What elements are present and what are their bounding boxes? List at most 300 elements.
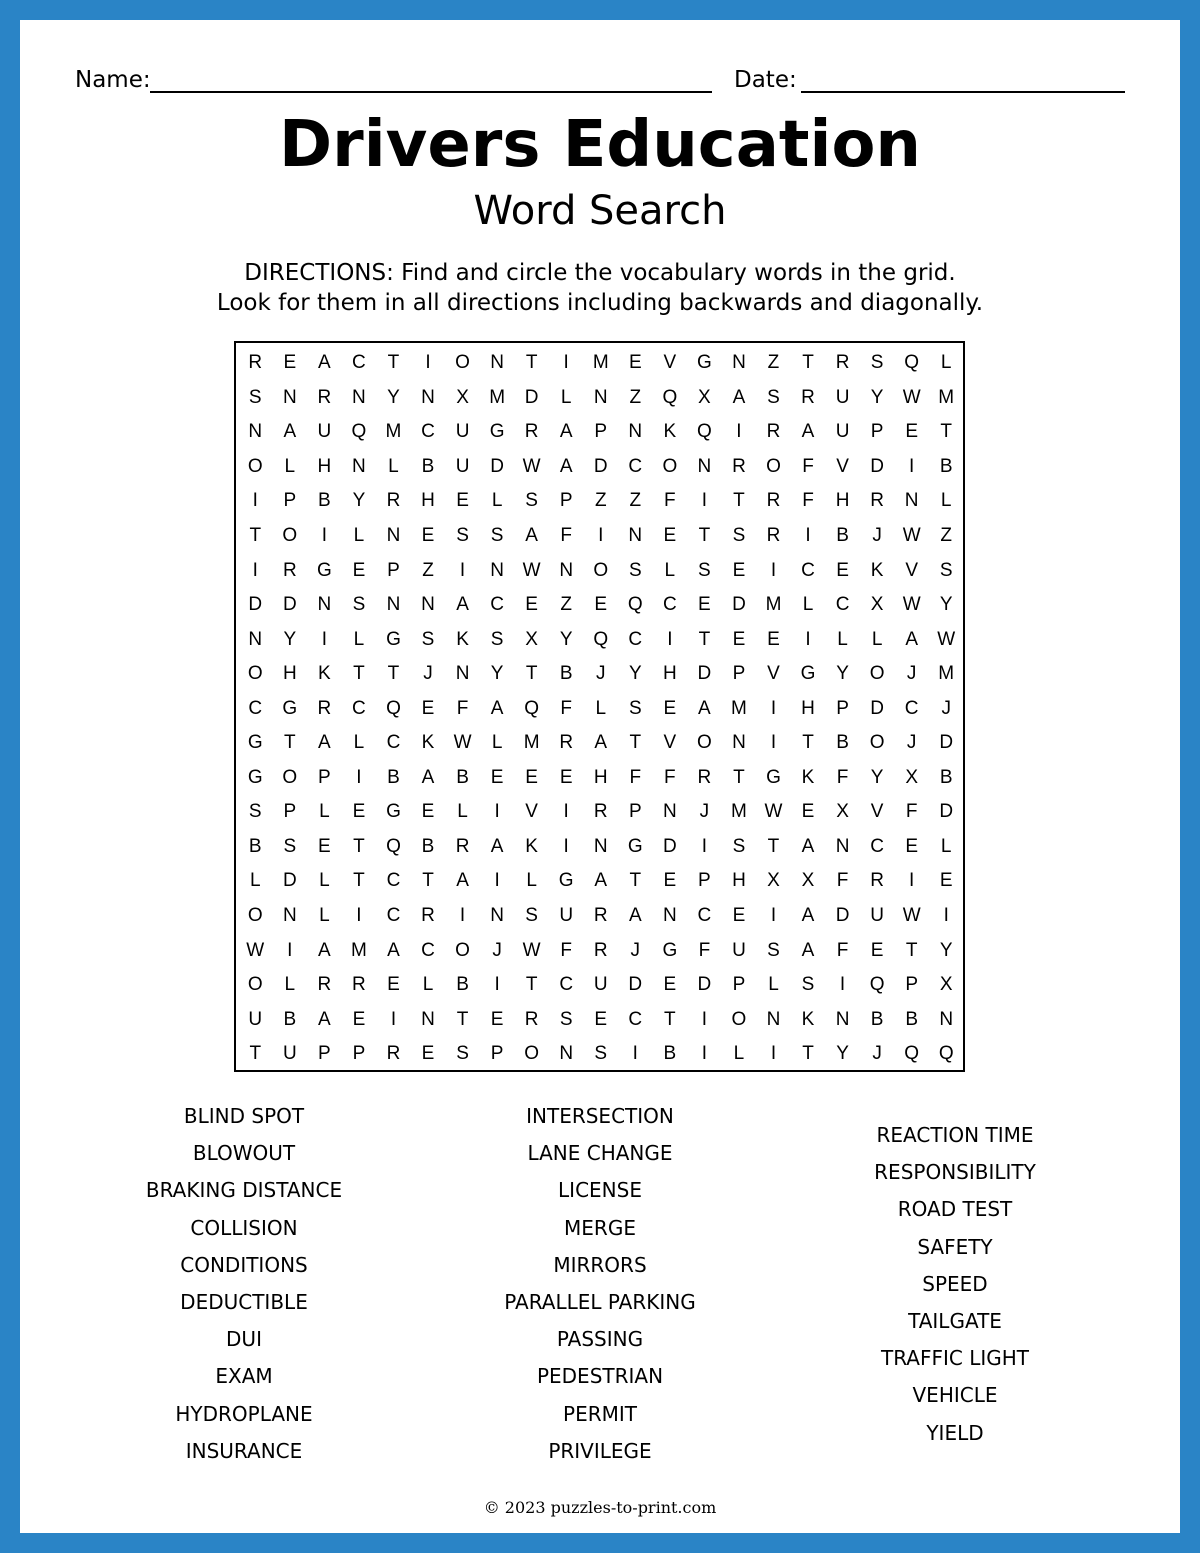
grid-letter[interactable]: T bbox=[249, 1043, 262, 1065]
grid-letter[interactable]: X bbox=[801, 870, 815, 892]
grid-letter[interactable]: E bbox=[318, 835, 331, 857]
grid-letter[interactable]: Y bbox=[870, 386, 884, 408]
grid-letter[interactable]: P bbox=[387, 559, 400, 581]
grid-letter[interactable]: N bbox=[835, 1008, 850, 1030]
grid-letter[interactable]: O bbox=[869, 732, 885, 754]
grid-letter[interactable]: Q bbox=[904, 352, 920, 374]
grid-letter[interactable]: N bbox=[697, 455, 712, 477]
grid-letter[interactable]: A bbox=[318, 939, 331, 961]
grid-letter[interactable]: K bbox=[421, 732, 435, 754]
grid-letter[interactable]: B bbox=[559, 663, 573, 685]
grid-letter[interactable]: X bbox=[870, 594, 884, 616]
grid-letter[interactable]: G bbox=[282, 697, 298, 719]
grid-letter[interactable]: N bbox=[732, 732, 746, 754]
grid-letter[interactable]: S bbox=[525, 490, 538, 512]
grid-letter[interactable]: N bbox=[421, 594, 435, 616]
grid-letter[interactable]: T bbox=[387, 663, 400, 685]
grid-letter[interactable]: B bbox=[456, 766, 469, 788]
grid-letter[interactable]: V bbox=[836, 455, 849, 477]
grid-letter[interactable]: E bbox=[732, 559, 746, 581]
grid-letter[interactable]: F bbox=[560, 939, 572, 961]
grid-letter[interactable]: X bbox=[905, 766, 918, 788]
grid-letter[interactable]: D bbox=[870, 697, 884, 719]
grid-letter[interactable]: I bbox=[356, 766, 362, 788]
grid-letter[interactable]: R bbox=[386, 490, 401, 512]
grid-letter[interactable]: P bbox=[283, 801, 297, 823]
grid-letter[interactable]: D bbox=[939, 732, 954, 754]
grid-letter[interactable]: A bbox=[318, 732, 331, 754]
grid-letter[interactable]: S bbox=[248, 386, 262, 408]
grid-letter[interactable]: D bbox=[282, 594, 297, 616]
grid-letter[interactable]: T bbox=[905, 939, 918, 961]
grid-letter[interactable]: S bbox=[870, 352, 884, 374]
grid-letter[interactable]: F bbox=[664, 766, 676, 788]
grid-letter[interactable]: I bbox=[390, 1008, 397, 1030]
grid-letter[interactable]: Y bbox=[870, 766, 884, 788]
grid-letter[interactable]: E bbox=[421, 1043, 435, 1065]
grid-letter[interactable]: H bbox=[732, 870, 746, 892]
grid-letter[interactable]: E bbox=[490, 766, 504, 788]
grid-letter[interactable]: E bbox=[663, 697, 677, 719]
grid-letter[interactable]: R bbox=[593, 939, 608, 961]
grid-letter[interactable]: S bbox=[594, 1043, 608, 1065]
grid-letter[interactable]: S bbox=[456, 525, 469, 546]
grid-letter[interactable]: I bbox=[459, 559, 466, 581]
grid-letter[interactable]: A bbox=[283, 421, 297, 443]
grid-letter[interactable]: P bbox=[559, 490, 573, 512]
grid-letter[interactable]: E bbox=[939, 870, 953, 892]
grid-letter[interactable]: C bbox=[801, 559, 815, 581]
grid-letter[interactable]: L bbox=[353, 732, 365, 754]
grid-letter[interactable]: R bbox=[593, 801, 608, 823]
grid-letter[interactable]: Y bbox=[939, 594, 953, 616]
grid-letter[interactable]: X bbox=[939, 974, 953, 996]
grid-letter[interactable]: A bbox=[490, 697, 504, 719]
grid-letter[interactable]: I bbox=[701, 490, 708, 512]
grid-letter[interactable]: T bbox=[249, 525, 262, 546]
grid-letter[interactable]: R bbox=[524, 421, 539, 443]
grid-letter[interactable]: E bbox=[559, 766, 573, 788]
grid-letter[interactable]: N bbox=[662, 801, 677, 823]
grid-letter[interactable]: T bbox=[733, 766, 745, 788]
grid-letter[interactable]: M bbox=[592, 352, 609, 374]
grid-letter[interactable]: K bbox=[525, 835, 538, 857]
name-line[interactable] bbox=[150, 91, 712, 93]
grid-letter[interactable]: U bbox=[593, 974, 608, 996]
grid-letter[interactable]: P bbox=[870, 421, 884, 443]
grid-letter[interactable]: L bbox=[940, 490, 952, 512]
grid-letter[interactable]: I bbox=[598, 525, 604, 546]
grid-letter[interactable]: L bbox=[249, 870, 261, 892]
grid-letter[interactable]: J bbox=[492, 939, 502, 961]
grid-letter[interactable]: P bbox=[905, 974, 918, 996]
grid-letter[interactable]: J bbox=[906, 732, 917, 754]
grid-letter[interactable]: C bbox=[870, 835, 884, 857]
grid-letter[interactable]: T bbox=[525, 352, 538, 374]
grid-letter[interactable]: F bbox=[802, 455, 814, 477]
grid-letter[interactable]: R bbox=[248, 352, 263, 374]
grid-letter[interactable]: D bbox=[870, 455, 884, 477]
grid-letter[interactable]: F bbox=[664, 490, 676, 512]
grid-letter[interactable]: N bbox=[248, 421, 263, 443]
grid-letter[interactable]: E bbox=[352, 801, 366, 823]
grid-letter[interactable]: C bbox=[248, 697, 263, 719]
grid-letter[interactable]: A bbox=[732, 386, 746, 408]
grid-letter[interactable]: X bbox=[456, 386, 469, 408]
grid-letter[interactable]: L bbox=[422, 974, 434, 996]
grid-letter[interactable]: N bbox=[317, 594, 332, 616]
grid-letter[interactable]: E bbox=[490, 1008, 504, 1030]
grid-letter[interactable]: L bbox=[940, 352, 952, 374]
grid-letter[interactable]: G bbox=[489, 421, 505, 443]
grid-letter[interactable]: L bbox=[768, 974, 779, 996]
grid-letter[interactable]: N bbox=[835, 835, 850, 857]
grid-letter[interactable]: Q bbox=[627, 594, 643, 616]
grid-letter[interactable]: C bbox=[490, 594, 504, 616]
grid-letter[interactable]: S bbox=[767, 386, 780, 408]
grid-letter[interactable]: A bbox=[801, 835, 815, 857]
grid-letter[interactable]: U bbox=[559, 905, 574, 927]
grid-letter[interactable]: B bbox=[456, 974, 469, 996]
grid-letter[interactable]: O bbox=[731, 1008, 747, 1030]
grid-letter[interactable]: G bbox=[247, 766, 263, 788]
grid-letter[interactable]: R bbox=[766, 421, 781, 443]
grid-letter[interactable]: H bbox=[282, 663, 297, 685]
grid-letter[interactable]: L bbox=[319, 870, 330, 892]
grid-letter[interactable]: K bbox=[456, 628, 469, 650]
grid-letter[interactable]: A bbox=[801, 421, 815, 443]
grid-letter[interactable]: V bbox=[663, 352, 677, 374]
grid-letter[interactable]: O bbox=[662, 455, 678, 477]
grid-letter[interactable]: W bbox=[902, 525, 921, 546]
grid-letter[interactable]: W bbox=[246, 939, 265, 961]
grid-letter[interactable]: D bbox=[490, 455, 504, 477]
grid-letter[interactable]: V bbox=[870, 801, 884, 823]
grid-letter[interactable]: F bbox=[456, 697, 469, 719]
grid-letter[interactable]: U bbox=[835, 421, 850, 443]
grid-letter[interactable]: K bbox=[801, 766, 815, 788]
grid-letter[interactable]: D bbox=[939, 801, 954, 823]
grid-letter[interactable]: I bbox=[943, 905, 949, 927]
grid-letter[interactable]: R bbox=[559, 732, 574, 754]
grid-letter[interactable]: F bbox=[836, 939, 849, 961]
grid-letter[interactable]: X bbox=[836, 801, 849, 823]
grid-letter[interactable]: A bbox=[456, 594, 469, 616]
grid-letter[interactable]: Y bbox=[387, 386, 400, 408]
grid-letter[interactable]: M bbox=[489, 386, 506, 408]
grid-letter[interactable]: X bbox=[698, 386, 711, 408]
grid-letter[interactable]: N bbox=[386, 525, 401, 546]
grid-letter[interactable]: L bbox=[284, 974, 296, 996]
grid-letter[interactable]: B bbox=[905, 1008, 918, 1030]
grid-letter[interactable]: L bbox=[284, 455, 296, 477]
grid-letter[interactable]: A bbox=[318, 1008, 331, 1030]
grid-letter[interactable]: B bbox=[248, 835, 262, 857]
grid-letter[interactable]: C bbox=[628, 1008, 643, 1030]
grid-letter[interactable]: R bbox=[386, 1043, 401, 1065]
grid-letter[interactable]: E bbox=[352, 559, 366, 581]
grid-letter[interactable]: S bbox=[525, 905, 538, 927]
grid-letter[interactable]: B bbox=[836, 732, 849, 754]
grid-letter[interactable]: S bbox=[559, 1008, 573, 1030]
grid-letter[interactable]: L bbox=[388, 455, 399, 477]
grid-letter[interactable]: S bbox=[939, 559, 953, 581]
grid-letter[interactable]: M bbox=[523, 732, 540, 754]
grid-letter[interactable]: F bbox=[698, 939, 711, 961]
grid-letter[interactable]: S bbox=[732, 525, 746, 546]
grid-letter[interactable]: B bbox=[663, 1043, 677, 1065]
grid-letter[interactable]: S bbox=[698, 559, 711, 581]
grid-letter[interactable]: I bbox=[287, 939, 293, 961]
grid-letter[interactable]: A bbox=[421, 766, 435, 788]
grid-letter[interactable]: Z bbox=[940, 525, 953, 546]
grid-letter[interactable]: L bbox=[526, 870, 537, 892]
grid-letter[interactable]: M bbox=[938, 663, 955, 685]
grid-letter[interactable]: L bbox=[319, 801, 330, 823]
grid-letter[interactable]: L bbox=[353, 628, 365, 650]
grid-letter[interactable]: B bbox=[387, 766, 400, 788]
grid-letter[interactable]: A bbox=[594, 732, 608, 754]
grid-letter[interactable]: B bbox=[939, 766, 953, 788]
grid-letter[interactable]: S bbox=[421, 628, 435, 650]
grid-letter[interactable]: I bbox=[770, 905, 777, 927]
grid-letter[interactable]: A bbox=[525, 525, 538, 546]
grid-letter[interactable]: O bbox=[766, 455, 781, 477]
grid-letter[interactable]: I bbox=[701, 835, 708, 857]
grid-letter[interactable]: G bbox=[627, 835, 643, 857]
grid-letter[interactable]: N bbox=[766, 1008, 781, 1030]
grid-letter[interactable]: D bbox=[248, 594, 263, 616]
grid-letter[interactable]: P bbox=[594, 421, 608, 443]
grid-letter[interactable]: Z bbox=[767, 352, 780, 374]
grid-letter[interactable]: S bbox=[490, 525, 504, 546]
grid-letter[interactable]: T bbox=[387, 352, 400, 374]
grid-letter[interactable]: D bbox=[662, 835, 677, 857]
grid-letter[interactable]: M bbox=[351, 939, 367, 961]
grid-letter[interactable]: B bbox=[836, 525, 849, 546]
grid-letter[interactable]: T bbox=[940, 421, 953, 443]
grid-letter[interactable]: A bbox=[698, 697, 711, 719]
grid-letter[interactable]: G bbox=[696, 352, 712, 374]
grid-letter[interactable]: R bbox=[282, 559, 297, 581]
grid-letter[interactable]: C bbox=[835, 594, 850, 616]
grid-letter[interactable]: Z bbox=[422, 559, 434, 581]
grid-letter[interactable]: S bbox=[628, 697, 642, 719]
grid-letter[interactable]: T bbox=[422, 870, 434, 892]
grid-letter[interactable]: C bbox=[352, 352, 366, 374]
grid-letter[interactable]: P bbox=[490, 1043, 504, 1065]
grid-letter[interactable]: I bbox=[459, 905, 466, 927]
grid-letter[interactable]: K bbox=[318, 663, 331, 685]
grid-letter[interactable]: N bbox=[662, 905, 677, 927]
grid-letter[interactable]: R bbox=[870, 870, 884, 892]
grid-letter[interactable]: J bbox=[595, 663, 606, 685]
grid-letter[interactable]: U bbox=[870, 905, 884, 927]
grid-letter[interactable]: B bbox=[421, 835, 435, 857]
grid-letter[interactable]: E bbox=[767, 628, 780, 650]
grid-letter[interactable]: N bbox=[490, 352, 504, 374]
grid-letter[interactable]: S bbox=[352, 594, 366, 616]
grid-letter[interactable]: R bbox=[593, 905, 608, 927]
grid-letter[interactable]: A bbox=[559, 421, 573, 443]
grid-letter[interactable]: Y bbox=[836, 663, 849, 685]
grid-letter[interactable]: L bbox=[940, 835, 952, 857]
grid-letter[interactable]: A bbox=[318, 352, 331, 374]
grid-letter[interactable]: I bbox=[805, 628, 811, 650]
grid-letter[interactable]: K bbox=[870, 559, 884, 581]
grid-letter[interactable]: I bbox=[839, 974, 846, 996]
grid-letter[interactable]: N bbox=[628, 525, 643, 546]
grid-letter[interactable]: S bbox=[456, 1043, 469, 1065]
grid-letter[interactable]: A bbox=[801, 939, 815, 961]
grid-letter[interactable]: S bbox=[767, 939, 780, 961]
grid-letter[interactable]: T bbox=[525, 974, 538, 996]
grid-letter[interactable]: C bbox=[421, 939, 435, 961]
grid-letter[interactable]: Q bbox=[696, 421, 712, 443]
grid-letter[interactable]: P bbox=[732, 663, 746, 685]
grid-letter[interactable]: N bbox=[559, 559, 574, 581]
grid-letter[interactable]: I bbox=[770, 732, 777, 754]
grid-letter[interactable]: Q bbox=[938, 1043, 954, 1065]
grid-letter[interactable]: O bbox=[282, 525, 298, 546]
grid-letter[interactable]: S bbox=[732, 835, 746, 857]
grid-letter[interactable]: W bbox=[764, 801, 783, 823]
grid-letter[interactable]: H bbox=[593, 766, 608, 788]
grid-letter[interactable]: I bbox=[252, 559, 258, 581]
grid-letter[interactable]: W bbox=[522, 455, 541, 477]
grid-letter[interactable]: N bbox=[559, 1043, 574, 1065]
grid-letter[interactable]: I bbox=[805, 525, 811, 546]
grid-letter[interactable]: O bbox=[247, 974, 263, 996]
grid-letter[interactable]: L bbox=[491, 732, 503, 754]
grid-letter[interactable]: R bbox=[766, 525, 781, 546]
grid-letter[interactable]: I bbox=[909, 870, 915, 892]
grid-letter[interactable]: I bbox=[563, 801, 569, 823]
grid-letter[interactable]: R bbox=[697, 766, 712, 788]
grid-letter[interactable]: J bbox=[699, 801, 710, 823]
grid-letter[interactable]: T bbox=[629, 732, 642, 754]
grid-letter[interactable]: U bbox=[282, 1043, 297, 1065]
grid-letter[interactable]: V bbox=[767, 663, 780, 685]
grid-letter[interactable]: E bbox=[732, 628, 746, 650]
grid-letter[interactable]: N bbox=[628, 421, 643, 443]
grid-letter[interactable]: N bbox=[904, 490, 919, 512]
grid-letter[interactable]: I bbox=[770, 559, 777, 581]
grid-letter[interactable]: W bbox=[902, 386, 921, 408]
grid-letter[interactable]: Q bbox=[386, 835, 401, 857]
grid-letter[interactable]: B bbox=[870, 1008, 884, 1030]
grid-letter[interactable]: G bbox=[800, 663, 816, 685]
grid-letter[interactable]: J bbox=[872, 1043, 882, 1065]
grid-letter[interactable]: H bbox=[801, 697, 815, 719]
grid-letter[interactable]: T bbox=[767, 835, 780, 857]
grid-letter[interactable]: I bbox=[701, 1008, 708, 1030]
grid-letter[interactable]: E bbox=[836, 559, 849, 581]
grid-letter[interactable]: N bbox=[421, 386, 435, 408]
grid-letter[interactable]: I bbox=[770, 1043, 777, 1065]
grid-letter[interactable]: H bbox=[662, 663, 677, 685]
grid-letter[interactable]: M bbox=[731, 697, 747, 719]
grid-letter[interactable]: J bbox=[630, 939, 641, 961]
grid-letter[interactable]: U bbox=[455, 421, 470, 443]
grid-letter[interactable]: Y bbox=[283, 628, 297, 650]
grid-letter[interactable]: J bbox=[872, 525, 882, 546]
grid-letter[interactable]: N bbox=[939, 1008, 954, 1030]
grid-letter[interactable]: K bbox=[801, 1008, 815, 1030]
grid-letter[interactable]: R bbox=[524, 1008, 539, 1030]
grid-letter[interactable]: L bbox=[457, 801, 468, 823]
grid-letter[interactable]: Y bbox=[939, 939, 953, 961]
grid-letter[interactable]: E bbox=[352, 1008, 366, 1030]
grid-letter[interactable]: R bbox=[732, 455, 746, 477]
grid-letter[interactable]: E bbox=[525, 594, 538, 616]
grid-letter[interactable]: R bbox=[870, 490, 884, 512]
grid-letter[interactable]: U bbox=[835, 386, 850, 408]
grid-letter[interactable]: E bbox=[628, 352, 642, 374]
grid-letter[interactable]: G bbox=[558, 870, 574, 892]
grid-letter[interactable]: F bbox=[629, 766, 642, 788]
grid-letter[interactable]: O bbox=[455, 352, 470, 374]
grid-letter[interactable]: N bbox=[248, 628, 263, 650]
grid-letter[interactable]: I bbox=[563, 352, 569, 374]
grid-letter[interactable]: I bbox=[425, 352, 431, 374]
grid-letter[interactable]: H bbox=[317, 455, 332, 477]
grid-letter[interactable]: D bbox=[732, 594, 746, 616]
grid-letter[interactable]: R bbox=[801, 386, 815, 408]
grid-letter[interactable]: V bbox=[663, 732, 677, 754]
grid-letter[interactable]: O bbox=[282, 766, 298, 788]
grid-letter[interactable]: M bbox=[731, 801, 747, 823]
grid-letter[interactable]: Q bbox=[386, 697, 401, 719]
grid-letter[interactable]: E bbox=[698, 594, 711, 616]
grid-letter[interactable]: S bbox=[490, 628, 504, 650]
grid-letter[interactable]: X bbox=[767, 870, 780, 892]
grid-letter[interactable]: A bbox=[594, 870, 608, 892]
grid-letter[interactable]: R bbox=[317, 974, 332, 996]
grid-letter[interactable]: C bbox=[421, 421, 435, 443]
grid-letter[interactable]: A bbox=[456, 870, 469, 892]
grid-letter[interactable]: C bbox=[662, 594, 677, 616]
date-line[interactable] bbox=[801, 91, 1125, 93]
grid-letter[interactable]: T bbox=[802, 1043, 814, 1065]
grid-letter[interactable]: P bbox=[318, 1043, 331, 1065]
grid-letter[interactable]: L bbox=[319, 905, 330, 927]
grid-letter[interactable]: R bbox=[352, 974, 366, 996]
grid-letter[interactable]: T bbox=[733, 490, 745, 512]
grid-letter[interactable]: U bbox=[248, 1008, 263, 1030]
grid-letter[interactable]: E bbox=[525, 766, 538, 788]
grid-letter[interactable]: G bbox=[662, 939, 678, 961]
grid-letter[interactable]: D bbox=[835, 905, 850, 927]
grid-letter[interactable]: I bbox=[321, 525, 327, 546]
grid-letter[interactable]: A bbox=[801, 905, 815, 927]
grid-letter[interactable]: I bbox=[770, 697, 777, 719]
grid-letter[interactable]: E bbox=[663, 525, 677, 546]
grid-letter[interactable]: R bbox=[317, 386, 332, 408]
grid-letter[interactable]: F bbox=[560, 697, 572, 719]
grid-letter[interactable]: L bbox=[595, 697, 607, 719]
grid-letter[interactable]: O bbox=[696, 732, 712, 754]
grid-letter[interactable]: L bbox=[837, 628, 848, 650]
grid-letter[interactable]: Z bbox=[629, 386, 642, 408]
grid-letter[interactable]: C bbox=[386, 732, 401, 754]
grid-letter[interactable]: O bbox=[524, 1043, 540, 1065]
grid-letter[interactable]: T bbox=[456, 1008, 469, 1030]
grid-letter[interactable]: A bbox=[387, 939, 400, 961]
grid-letter[interactable]: P bbox=[732, 974, 746, 996]
grid-letter[interactable]: E bbox=[421, 525, 435, 546]
grid-letter[interactable]: I bbox=[736, 421, 742, 443]
